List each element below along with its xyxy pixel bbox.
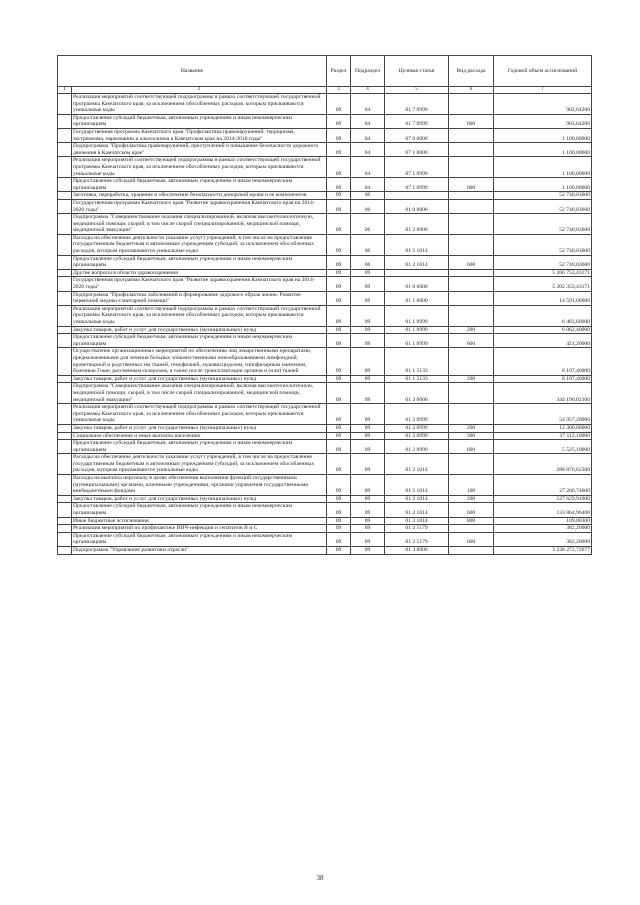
row-target-article: 01 2 1014 [385,475,449,496]
row-target-article: 01 2 1014 [385,503,449,517]
row-target-article: 01 1 5133 [385,375,449,383]
row-podrazdel: 06 [351,199,385,213]
row-amount: 14 591,00000 [494,291,592,305]
row-podrazdel: 06 [351,214,385,235]
row-target-article: 01 2 0000 [385,214,449,235]
row-amount: 133 864,96400 [494,503,592,517]
row-description: Закупка товаров, работ и услуг для государственных (муниципальных) нужд [72,424,327,432]
row-expense-type [449,291,494,305]
row-description: Расходы на обеспечение деятельности (оказание услуг) учреждений, в том числе на предоставление государственным бюджетным и автономным учреждениям субсидий, за исключением обособленных расходов, которым присваиваются уникальные коды [72,234,327,255]
row-expense-type [449,454,494,475]
row-target-article: 01 3 0000 [385,547,449,555]
table-row [58,291,592,305]
row-razdel: 09 [327,269,351,277]
row-target-article: 01 7 0999 [385,114,449,128]
header-target-article: Целевая статья [385,56,449,87]
row-razdel: 09 [327,475,351,496]
first-cell [58,495,72,503]
row-amount: 12 300,00000 [494,424,592,432]
row-razdel: 09 [327,375,351,383]
column-number-row [58,87,592,94]
table-row [58,404,592,425]
table-row [58,326,592,334]
row-amount: 421,20000 [494,334,592,348]
row-target-article: 01 2 1014 [385,495,449,503]
header-razdel: Раздел [327,56,351,87]
row-description: Закупка товаров, работ и услуг для государственных (муниципальных) нужд [72,495,327,503]
row-razdel: 09 [327,432,351,440]
first-cell [58,291,72,305]
row-target-article: 01 7 0999 [385,94,449,115]
row-target-article: 01 2 0000 [385,383,449,404]
first-cell [58,375,72,383]
row-razdel: 09 [327,404,351,425]
row-expense-type [449,348,494,375]
row-razdel: 09 [327,199,351,213]
row-razdel: 09 [327,348,351,375]
row-description: Другие вопросы в области здравоохранения [72,269,327,277]
row-description: Иные бюджетные ассигнования [72,517,327,525]
row-amount: 109,00300 [494,517,592,525]
row-podrazdel: 09 [351,326,385,334]
row-description: Предоставление субсидий бюджетным, автономным учреждениям и иным некоммерческим организациям [72,532,327,546]
row-expense-type [449,404,494,425]
row-amount: 52 740,03600 [494,192,592,200]
row-podrazdel: 09 [351,269,385,277]
row-target-article: 01 1 0999 [385,326,449,334]
row-amount: 1 100,00000 [494,157,592,178]
first-cell [58,503,72,517]
row-razdel: 09 [327,334,351,348]
row-amount: 5 202 353,43171 [494,277,592,291]
row-expense-type: 600 [449,178,494,192]
row-target-article: 01 1 0999 [385,305,449,326]
table-row [58,432,592,440]
row-expense-type: 600 [449,532,494,546]
row-target-article: 07 0 0000 [385,128,449,142]
first-cell [58,255,72,269]
row-amount: 127 629,91000 [494,495,592,503]
row-amount: 27 266,74600 [494,475,592,496]
row-podrazdel: 09 [351,517,385,525]
first-cell [58,305,72,326]
column-number: 2 [72,87,327,94]
row-podrazdel: 09 [351,440,385,454]
row-podrazdel: 06 [351,255,385,269]
table-row [58,424,592,432]
row-razdel: 09 [327,454,351,475]
row-podrazdel: 09 [351,547,385,555]
first-cell [58,326,72,334]
row-target-article: 01 0 0000 [385,199,449,213]
first-cell [58,547,72,555]
row-description: Реализация мероприятий соответствующей подпрограммы в рамках соответствующей государственной программы Камчатского края, за исключением обособленных расходов, которым присваиваются уникальные коды [72,305,327,326]
row-expense-type [449,143,494,157]
first-cell [58,94,72,115]
row-amount: 6 483,60000 [494,305,592,326]
row-podrazdel: 06 [351,234,385,255]
row-podrazdel: 09 [351,375,385,383]
row-expense-type: 200 [449,375,494,383]
row-amount: 52 740,03600 [494,234,592,255]
row-target-article: 01 2 0999 [385,424,449,432]
row-podrazdel: 09 [351,348,385,375]
table-row [58,277,592,291]
row-razdel: 09 [327,547,351,555]
row-amount: 344 190,02300 [494,383,592,404]
table-row [58,334,592,348]
row-target-article: 01 1 0000 [385,291,449,305]
column-number: 5 [385,87,449,94]
row-podrazdel: 09 [351,532,385,546]
row-expense-type [449,192,494,200]
row-razdel: 09 [327,192,351,200]
first-cell [58,234,72,255]
header-name: Название [58,56,327,87]
table-row [58,114,592,128]
row-podrazdel: 04 [351,143,385,157]
row-razdel: 09 [327,128,351,142]
row-expense-type [449,157,494,178]
first-cell [58,432,72,440]
row-expense-type [449,234,494,255]
first-cell [58,517,72,525]
row-description: Государственная программа Камчатского края "Развитие здравоохранения Камчатского края на 2014-2020 годы" [72,199,327,213]
table-row [58,348,592,375]
row-target-article: 01 2 5179 [385,532,449,546]
row-expense-type [449,383,494,404]
table-row [58,375,592,383]
row-target-article: 01 2 1014 [385,234,449,255]
row-amount: 6 062,40000 [494,326,592,334]
row-expense-type: 200 [449,424,494,432]
row-description: Реализация мероприятий по профилактике ВИЧ-инфекции и гепатитов В и С [72,525,327,533]
row-amount: 52 740,03600 [494,199,592,213]
row-target-article: 07 1 0999 [385,157,449,178]
table-row [58,214,592,235]
row-amount: 54 957,20000 [494,404,592,425]
row-target-article: 07 1 0999 [385,178,449,192]
row-expense-type [449,269,494,277]
first-cell [58,178,72,192]
column-number: 7 [494,87,592,94]
row-target-article: 01 2 1014 [385,517,449,525]
row-expense-type [449,94,494,115]
row-description: Государственная программа Камчатского края "Развитие здравоохранения Камчатского края на 2014-2020 годы" [72,277,327,291]
row-expense-type [449,214,494,235]
row-amount: 1 100,00000 [494,128,592,142]
row-podrazdel: 09 [351,334,385,348]
header-podrazdel: Подраздел [351,56,385,87]
row-amount: 288 870,62300 [494,454,592,475]
row-amount: 5 266 753,43171 [494,269,592,277]
row-description: Предоставление субсидий бюджетным, автономным учреждениям и иным некоммерческим организациям [72,114,327,128]
first-cell [58,334,72,348]
row-podrazdel: 06 [351,192,385,200]
column-number: 6 [449,87,494,94]
table-row [58,383,592,404]
first-cell [58,475,72,496]
row-description: Реализация мероприятий соответствующей подпрограммы в рамках соответствующей государственной программы Камчатского края, за исключением обособленных расходов, которым присваиваются уникальные коды [72,94,327,115]
first-cell [58,440,72,454]
row-description: Предоставление субсидий бюджетным, автономным учреждениям и иным некоммерческим организациям [72,334,327,348]
row-description: Подпрограмма "Совершенствование оказания специализированной, включая высокотехнологичную, медицинской помощи, скорой, в том числе скорой специализированной, медицинской помощи, медицинской эвакуации" [72,214,327,235]
header-annual-amount: Годовой объем ассигнований [494,56,592,87]
table-row [58,305,592,326]
row-target-article: 01 0 0000 [385,277,449,291]
table-row [58,128,592,142]
table-row [58,532,592,546]
row-target-article: 01 2 0999 [385,404,449,425]
row-description: Подпрограмма "Управление развитием отрасли" [72,547,327,555]
table-row [58,440,592,454]
row-expense-type [449,525,494,533]
row-amount: 902,64200 [494,114,592,128]
row-podrazdel: 04 [351,114,385,128]
budget-allocations-table [57,55,592,555]
column-number: 1 [58,87,72,94]
first-cell [58,114,72,128]
row-expense-type [449,547,494,555]
row-razdel: 09 [327,383,351,404]
row-amount: 52 740,03600 [494,214,592,235]
row-target-article: 01 2 0999 [385,440,449,454]
row-razdel: 09 [327,532,351,546]
row-razdel: 09 [327,277,351,291]
row-podrazdel: 09 [351,503,385,517]
table-header-row [58,56,592,87]
row-expense-type: 800 [449,517,494,525]
row-description: Предоставление субсидий бюджетным, автономным учреждениям и иным некоммерческим организациям [72,440,327,454]
row-razdel: 09 [327,291,351,305]
row-razdel: 09 [327,234,351,255]
row-razdel: 09 [327,214,351,235]
row-podrazdel: 09 [351,475,385,496]
row-razdel: 09 [327,503,351,517]
row-description: Предоставление субсидий бюджетным, автономным учреждениям и иным некоммерческим организациям [72,178,327,192]
row-description: Подпрограмма "Профилактика заболеваний и формирование здорового образа жизни. Развитие первичной медико-санитарной помощи" [72,291,327,305]
row-razdel: 09 [327,114,351,128]
row-podrazdel: 09 [351,291,385,305]
row-target-article: 01 1 5133 [385,348,449,375]
row-amount: 382,20000 [494,532,592,546]
row-target-article: 01 2 1014 [385,454,449,475]
row-podrazdel: 09 [351,424,385,432]
row-expense-type: 600 [449,334,494,348]
row-description: Социальное обеспечение и иные выплаты населению [72,432,327,440]
first-cell [58,277,72,291]
row-podrazdel: 09 [351,525,385,533]
row-amount: 8 107,40000 [494,348,592,375]
first-cell [58,404,72,425]
first-cell [58,383,72,404]
row-description: Предоставление субсидий бюджетным, автономным учреждениям и иным некоммерческим организациям [72,503,327,517]
row-razdel: 09 [327,440,351,454]
first-cell [58,525,72,533]
row-razdel: 09 [327,495,351,503]
row-amount: 8 107,40000 [494,375,592,383]
first-cell [58,424,72,432]
first-cell [58,532,72,546]
row-podrazdel: 09 [351,404,385,425]
row-podrazdel: 09 [351,277,385,291]
row-expense-type: 600 [449,440,494,454]
first-cell [58,199,72,213]
first-cell [58,454,72,475]
table-row [58,475,592,496]
table-row [58,269,592,277]
table-row [58,94,592,115]
row-target-article: 01 2 0999 [385,432,449,440]
row-razdel: 09 [327,305,351,326]
column-number: 3 [327,87,351,94]
row-podrazdel: 09 [351,432,385,440]
row-expense-type: 600 [449,114,494,128]
row-expense-type: 600 [449,503,494,517]
row-expense-type: 100 [449,475,494,496]
row-razdel: 09 [327,178,351,192]
column-number: 4 [351,87,385,94]
row-expense-type [449,277,494,291]
row-expense-type: 200 [449,495,494,503]
row-description: Закупка товаров, работ и услуг для государственных (муниципальных) нужд [72,326,327,334]
row-description: Закупка товаров, работ и услуг для государственных (муниципальных) нужд [72,375,327,383]
row-target-article: 01 2 1014 [385,255,449,269]
table-row [58,143,592,157]
row-podrazdel: 09 [351,305,385,326]
row-amount: 5 525,10000 [494,440,592,454]
row-razdel: 09 [327,143,351,157]
first-cell [58,269,72,277]
table-row [58,199,592,213]
row-amount: 52 740,03600 [494,255,592,269]
table-row [58,495,592,503]
header-expense-type: Вид расхода [449,56,494,87]
table-row [58,192,592,200]
page-number: 38 [316,874,324,882]
row-description: Подпрограмма "Совершенствование оказания специализированной, включая высокотехнологичную, медицинской помощи, скорой, в том числе скорой специализированной, медицинской помощи, медицинской эвакуации" [72,383,327,404]
table-row [58,157,592,178]
row-amount: 1 100,00000 [494,178,592,192]
row-razdel: 09 [327,94,351,115]
table-body [58,94,592,555]
row-podrazdel: 09 [351,383,385,404]
row-podrazdel: 04 [351,94,385,115]
table-row [58,234,592,255]
row-razdel: 09 [327,326,351,334]
row-expense-type [449,128,494,142]
table-row [58,178,592,192]
table-row [58,517,592,525]
row-razdel: 09 [327,157,351,178]
row-expense-type: 200 [449,326,494,334]
first-cell [58,192,72,200]
row-expense-type: 600 [449,255,494,269]
row-razdel: 09 [327,525,351,533]
table-row [58,255,592,269]
row-target-article: 01 2 5179 [385,525,449,533]
first-cell [58,157,72,178]
row-podrazdel: 04 [351,178,385,192]
table-row [58,503,592,517]
first-cell [58,348,72,375]
row-amount: 37 112,10000 [494,432,592,440]
row-razdel: 09 [327,517,351,525]
row-description: Осуществление организационных мероприятий по обеспечению лиц лекарственными препаратами, предназначенными для лечения больных злокачественными новообразованиями лимфоидной, кроветворной и родственных им тканей, гемофилией, муковисцидозом, гипофизарным нанизмом, болезнью Гоше, рассеянным склерозом, а также после трансплантации органов и (или) тканей [72,348,327,375]
row-target-article: 07 1 0000 [385,143,449,157]
row-amount: 902,64200 [494,94,592,115]
first-cell [58,214,72,235]
row-podrazdel: 04 [351,157,385,178]
row-amount: 3 238 272,72677 [494,547,592,555]
row-expense-type: 300 [449,432,494,440]
row-expense-type [449,305,494,326]
row-description: Предоставление субсидий бюджетным, автономным учреждениям и иным некоммерческим организациям [72,255,327,269]
row-podrazdel: 04 [351,128,385,142]
row-target-article [385,269,449,277]
row-razdel: 09 [327,424,351,432]
row-description: Реализация мероприятий соответствующей подпрограммы в рамках соответствующей государственной программы Камчатского края, за исключением обособленных расходов, которым присваиваются уникальные коды [72,157,327,178]
row-description: Заготовка, переработка, хранение и обеспечение безопасности донорской крови и ее компонентов [72,192,327,200]
first-cell [58,128,72,142]
row-podrazdel: 09 [351,454,385,475]
table-row [58,525,592,533]
row-description: Государственная программа Камчатского края "Профилактика правонарушений, терроризма, экстремизма, наркомании и алкоголизма в Камчатском крае на 2014-2018 годы" [72,128,327,142]
row-expense-type [449,199,494,213]
row-amount: 1 100,00000 [494,143,592,157]
row-description: Расходы на выплаты персоналу в целях обеспечения выполнения функций государственными (муниципальными) органами, казенными учреждениями, органами управления государственными внебюджетными фондами [72,475,327,496]
row-razdel: 09 [327,255,351,269]
row-description: Подпрограмма "Профилактика правонарушений, преступлений и повышение безопасности дорожного движения в Камчатском крае" [72,143,327,157]
row-amount: 382,20000 [494,525,592,533]
row-description: Реализация мероприятий соответствующей подпрограммы в рамках соответствующей государственной программы Камчатского края, за исключением обособленных расходов, которым присваиваются уникальные коды [72,404,327,425]
row-description: Расходы на обеспечение деятельности (оказание услуг) учреждений, в том числе на предоставление государственным бюджетным и автономным учреждениям субсидий, за исключением обособленных расходов, которым присваиваются уникальные коды [72,454,327,475]
first-cell [58,143,72,157]
table-row [58,454,592,475]
row-target-article: 01 1 0999 [385,334,449,348]
row-podrazdel: 09 [351,495,385,503]
table-row [58,547,592,555]
row-target-article [385,192,449,200]
